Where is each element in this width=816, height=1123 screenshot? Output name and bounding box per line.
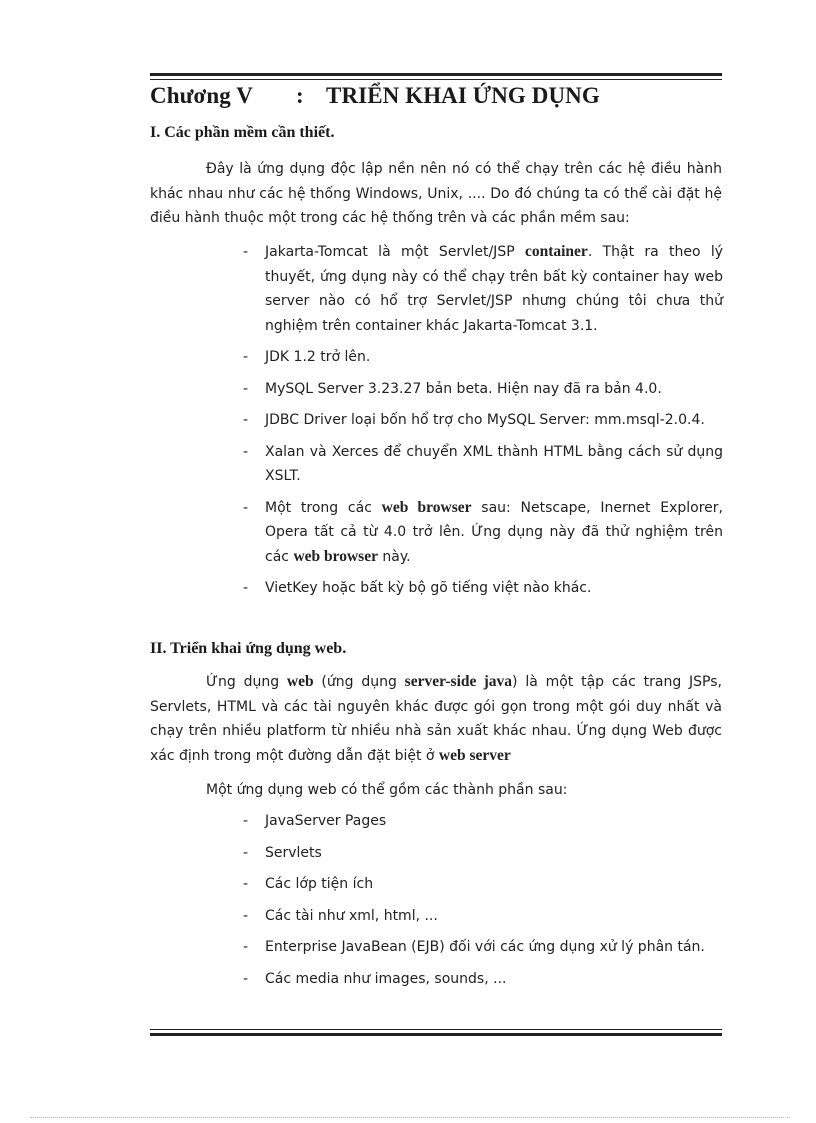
list-item: - Enterprise JavaBean (EJB) đối với các ứng dụng xử lý phân tán.	[243, 939, 705, 955]
chapter-title: TRIỂN KHAI ỨNG DỤNG	[326, 83, 600, 108]
list-item: - Một trong các web browser sau: Netscape, Inernet Explorer, Opera tất cả từ 4.0 trở lên. Ứng dụng này đã thử nghiệm trên các web browser này.	[243, 498, 723, 565]
list-item: - VietKey hoặc bất kỳ bộ gõ tiếng việt nào khác.	[243, 580, 592, 596]
chapter-number: Chương V	[150, 83, 253, 108]
chapter-heading	[150, 83, 722, 109]
list-item: - Jakarta-Tomcat là một Servlet/JSP container. Thật ra theo lý thuyết, ứng dụng này có thể chạy trên bất kỳ container hay web server nào có hổ trợ Servlet/JSP nhưng chúng tôi chưa thử nghiệm trên container khác Jakarta-Tomcat 3.1.	[243, 243, 723, 334]
list-item: - Các tài như xml, html, ...	[243, 907, 438, 924]
list-item: - MySQL Server 3.23.27 bản beta. Hiện nay đã ra bản 4.0.	[243, 380, 662, 397]
list-item: - Các lớp tiện ích	[243, 876, 374, 892]
list-item: - Servlets	[243, 844, 322, 861]
component-list	[243, 809, 723, 998]
section-heading-deploy: II. Triển khai ứng dụng web.	[150, 640, 347, 657]
list-item: - Xalan và Xerces để chuyển XML thành HTML bằng cách sử dụng XSLT.	[243, 443, 723, 484]
list-item: - JDBC Driver loại bốn hổ trợ cho MySQL Server: mm.msql-2.0.4.	[243, 412, 705, 428]
list-item: - Các media như images, sounds, ...	[243, 970, 507, 987]
list-item: - JDK 1.2 trở lên.	[243, 349, 371, 365]
header-rule	[150, 73, 722, 80]
footer-rule	[150, 1029, 722, 1036]
page-edge-divider	[30, 1117, 790, 1118]
chapter-colon: :	[296, 83, 304, 108]
section2-paragraph: Ứng dụng web (ứng dụng server-side java) là một tập các trang JSPs, Servlets, HTML và các tài nguyên khác được gói gọn trong một gói duy nhất và chạy trên nhiều platform từ nhiều nhà sản xuất khác nhau. Ứng dụng Web được xác định trong một đường dẫn đặt biệt ở web server	[150, 673, 722, 764]
section-heading-software: I. Các phần mềm cần thiết.	[150, 124, 335, 141]
section2-intro: Một ứng dụng web có thể gồm các thành phần sau:	[206, 782, 568, 798]
section1-intro: Đây là ứng dụng độc lập nền nên nó có thể chạy trên các hệ điều hành khác nhau như các hệ thống Windows, Unix, .... Do đó chúng ta có thể cài đặt hệ điều hành thuộc một trong các hệ thống trên và các phần mềm sau:	[150, 161, 722, 226]
list-item: - JavaServer Pages	[243, 813, 387, 829]
software-list	[243, 240, 723, 608]
